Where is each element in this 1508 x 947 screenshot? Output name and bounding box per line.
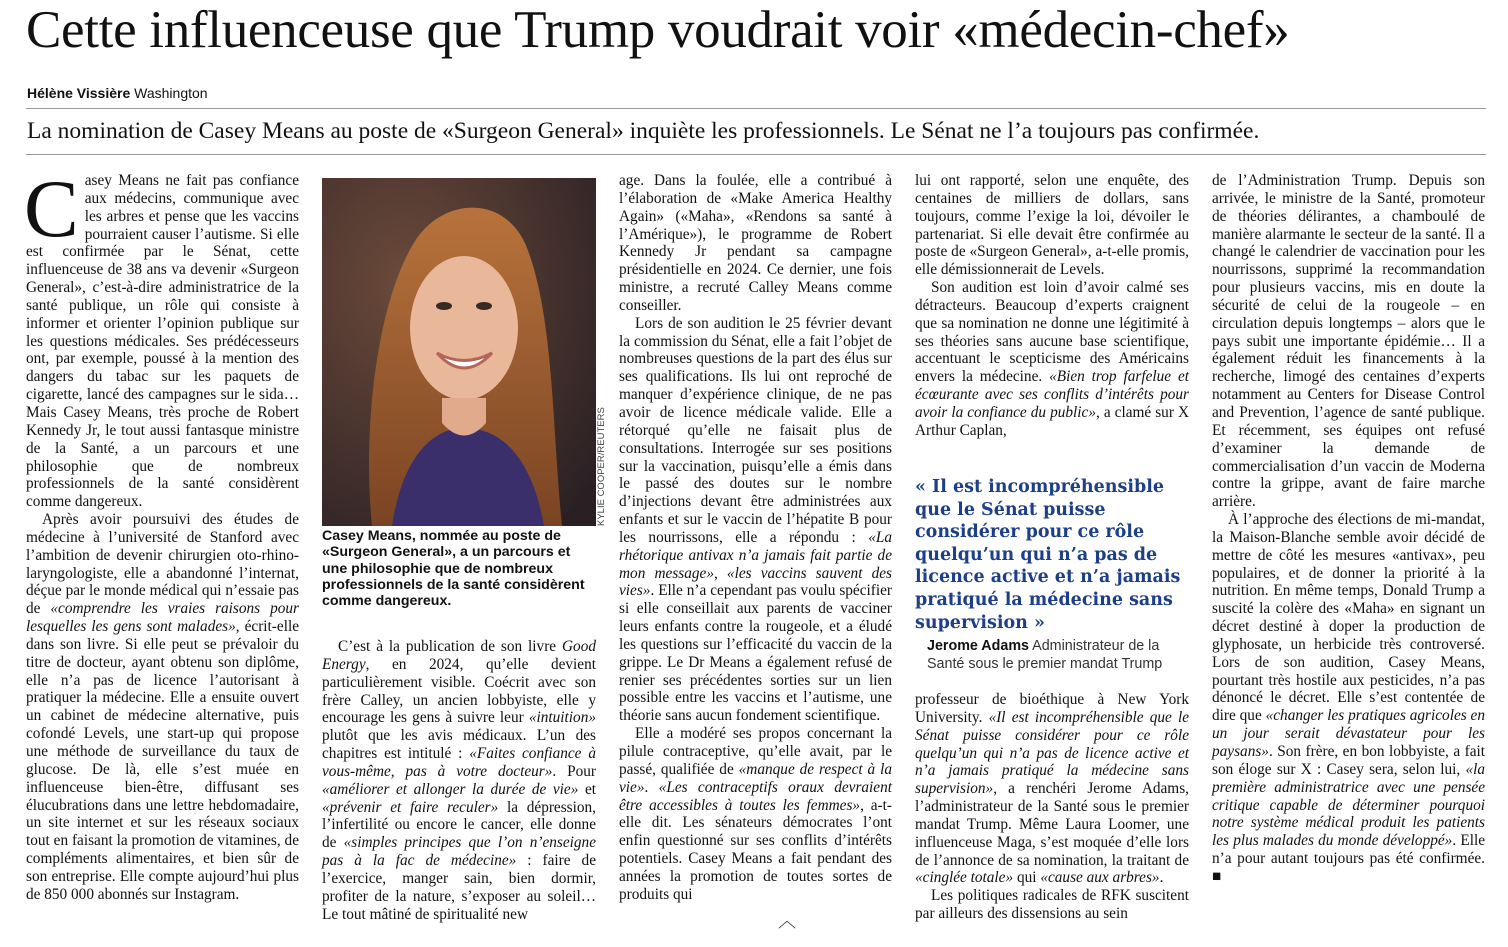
col1-paragraph-1: Casey Means ne fait pas confiance aux médecins, communique avec les arbres et pense que les vaccins pourraient causer l’autisme. Si elle est confirmée par le Sénat, cette influenceuse de 38 ans va devenir «Surgeon General», c’est-à-dire administratrice de la santé publique, un rôle qui consiste à informer et orienter l’opinion publique sur les questions médicales. Ses prédécesseurs ont, par exemple, poussé à la mention des dangers du tabac sur les paquets de cigarette, lancé des campagnes sur le sida… Mais Casey Means, très proche de Robert Kennedy Jr, le tout aussi fantasque ministre de la Santé, a un parcours et une philosophie que de nombreux professionnels de la santé considèrent comme dangereux.	[24, 163, 299, 511]
pull-quote-author: Jerome Adams	[927, 638, 1029, 654]
headline: Cette influenceuse que Trump voudrait voir «médecin-chef»	[26, 1, 1290, 59]
column-1	[24, 163, 299, 904]
photo-caption: Casey Means, nommée au poste de «Surgeon General», a un parcours et une philosophie que de nombreux professionnels de la santé considèrent comme dangereux.	[322, 528, 585, 610]
column-3	[619, 172, 892, 904]
scroll-up-icon[interactable]: ︿	[778, 911, 796, 932]
pull-quote-author-title: Administrateur de la Santé sous le premier mandat Trump	[927, 638, 1163, 672]
col5-paragraph-1: de l’Administration Trump. Depuis son arrivée, le ministre de la Santé, promoteur de théories délirantes, a chamboulé de manière alarmante le secteur de la santé. Il a changé le calendrier de vaccination pour les nourrissons, supprimé la recommandation pour plusieurs vaccins, mis en doute la sécurité de celui de la rougeole – en circulation depuis longtemps – alors que le pays subit une importante épidémie… Il a également réduit les financements à la recherche, limogé des centaines d’experts notamment au Centers for Disease Control and Prevention, l’agence de santé publique. Et récemment, ses équipes ont refusé d’examiner la demande de commercialisation d’un vaccin de Moderna contre la grippe, avant de faire marche arrière.	[1212, 172, 1485, 511]
col3-paragraph-2: Lors de son audition le 25 février devant la commission du Sénat, elle a fait l’objet de nombreuses questions de la part des élus sur ses qualifications. Ils lui ont reproché de manquer d’expérience clinique, de ne pas avoir de licence médicale valide. Elle a rétorqué qu’elle ne faisait plus de consultations. Interrogée sur ses positions sur la vaccination, puisqu’elle a émis dans le passé des doutes sur le nombre d’injections devant être administrées aux enfants et sur le vaccin de l’hépatite B pour les nourrissons, elle a répondu : «La rhétorique antivax n’a jamais fait partie de mon message», «les vaccins sauvent des vies». Elle n’a cependant pas voulu spécifier si elle conseillait aux parents de vacciner leurs enfants contre la rougeole, et a éludé les questions sur l’efficacité du vaccin de la grippe. Le Dr Means a également refusé de renier ses précédentes sorties sur un lien possible entre les vaccins et l’autisme, une théorie sans aucun fondement scientifique.	[619, 314, 892, 725]
col3-paragraph-3: Elle a modéré ses propos concernant la pilule contraceptive, qu’elle avait, par le passé, qualifiée de «manque de respect à la vie». «Les contraceptifs oraux devraient être accessibles à toutes les femmes», a-t-elle dit. Les sénateurs démocrates l’ont enfin questionné sur ses conflits d’intérêts potentiels. Casey Means a fait pendant des années la promotion de toutes sortes de produits qui	[619, 725, 892, 903]
col4-paragraph-1: lui ont rapporté, selon une enquête, des centaines de milliers de dollars, sans toujours, comme l’exige la loi, dévoiler le partenariat. Si elle devait être confirmée au poste de «Surgeon General», a-t-elle promis, elle démissionnerait de Levels.	[915, 172, 1189, 279]
col4-paragraph-4: Les politiques radicales de RFK suscitent par ailleurs des dissensions au sein	[915, 887, 1189, 923]
col2-paragraph-1: C’est à la publication de son livre Good Energy, en 2024, qu’elle devient particulièrement visible. Coécrit avec son frère Calley, un ancien lobbyiste, elle y encourage les gens à suivre leur «intuition» plutôt que les avis médicaux. L’un des chapitres est intitulé : «Faites confiance à vous-même, pas à votre docteur». Pour «améliorer et allonger la durée de vie» et «prévenir et faire reculer» la dépression, l’infertilité ou encore le cancer, elle donne de «simples principes que l’on n’enseigne pas à la fac de médecine» : faire de l’exercice, manger sain, bien dormir, profiter de la nature, s’exposer au soleil… Le tout mâtiné de spiritualité new	[322, 638, 597, 923]
pull-quote-attribution	[927, 638, 1189, 673]
top-rule	[26, 108, 1486, 109]
col3-paragraph-1: age. Dans la foulée, elle a contribué à l’élaboration de «Make America Healthy Again» («Maha», «Rendons sa santé à l’Amérique»), le programme de Robert Kennedy Jr pendant sa campagne présidentielle en 2024. Ce dernier, une fois ministre, a recruté Calley Means comme conseiller.	[619, 172, 892, 314]
column-5	[1212, 172, 1485, 886]
byline-location: Washington	[134, 85, 208, 101]
col1-paragraph-2: Après avoir poursuivi des études de médecine à l’université de Stanford avec l’ambition de devenir chirurgien oto-rhino-laryngologiste, elle a abandonné l’internat, déçue par le monde médical qui n’essaie pas de «comprendre les vraies raisons pour lesquelles les gens sont malades», écrit-elle dans son livre. Si elle peut se prévaloir du titre de docteur, ayant obtenu son diplôme, elle n’a pas de licence l’autorisant à pratiquer la médecine. Elle a ensuite ouvert un cabinet de médecine alternative, puis cofondé Levels, une start-up qui propose une méthode de surveillance du taux de glucose. De là, elle s’est muée en influenceuse bien-être, diffusant ses élucubrations dans une lettre hebdomadaire, un site internet et sur les réseaux sociaux tout en faisant la promotion de vitamines, de compléments alimentaires, et bien sûr de son entreprise. Elle compte aujourd’hui plus de 850 000 abonnés sur Instagram.	[26, 511, 299, 903]
byline	[27, 85, 208, 101]
standfirst: La nomination de Casey Means au poste de «Surgeon General» inquiète les professionnels. Le Sénat ne l’a toujours pas confirmée.	[27, 118, 1260, 144]
photo-credit: KYLIE COOPER/REUTERS	[596, 407, 607, 526]
col4-paragraph-2: Son audition est loin d’avoir calmé ses détracteurs. Beaucoup d’experts craignent que sa nomination ne donne une légitimité à ses théories sans aucune base scientifique, accentuant le scepticisme des Américains envers la médecine. «Bien trop farfelue et écœurante avec ses conflits d’intérêts pour avoir la confiance du public», a clamé sur X Arthur Caplan,	[915, 279, 1189, 439]
byline-author: Hélène Vissière	[27, 85, 131, 101]
drop-cap: C	[24, 163, 79, 254]
standfirst-rule	[26, 154, 1486, 155]
column-4-bottom	[915, 691, 1189, 923]
pull-quote: « Il est incompréhensible que le Sénat puisse considérer pour ce rôle quelqu’un qui n’a pas de licence active et n’a jamais pratiqué la médecine sans supervision »	[915, 477, 1181, 633]
column-4-top	[915, 172, 1189, 440]
col5-paragraph-2: À l’approche des élections de mi-mandat, la Maison-Blanche semble avoir décidé de mettre de côté les mesures «antivax», peu populaires, et de donner la priorité à la nutrition. En même temps, Donald Trump a suscité la colère des «Maha» en signant un décret destiné à doper la production de glyphosate, un herbicide très controversé. Lors de son audition, Casey Means, pourtant très hostile aux pesticides, n’a pas dénoncé le décret. Elle s’est contentée de dire que «changer les pratiques agricoles en un jour serait dévastateur pour les paysans». Son frère, en bon lobbyiste, a fait son éloge sur X : Casey sera, selon lui, «la première administratrice avec une pensée critique capable de déterminer pourquoi notre système médical produit les patients les plus malades du monde développé». Elle n’a pour autant toujours pas été confirmée. ■	[1212, 511, 1485, 885]
portrait-illustration	[322, 178, 596, 526]
article-photo	[322, 178, 596, 526]
col4-paragraph-3: professeur de bioéthique à New York University. «Il est incompréhensible que le Sénat puisse considérer pour ce rôle quelqu’un qui n’a pas de licence active et n’a jamais pratiqué la médecine sans supervision», a renchéri Jerome Adams, l’administrateur de la Santé sous le premier mandat Trump. Même Laura Loomer, une influenceuse Maga, s’est moquée d’elle lors de l’annonce de sa nomination, la traitant de «cinglée totale» qui «cause aux arbres».	[915, 691, 1189, 887]
column-2	[322, 638, 596, 924]
